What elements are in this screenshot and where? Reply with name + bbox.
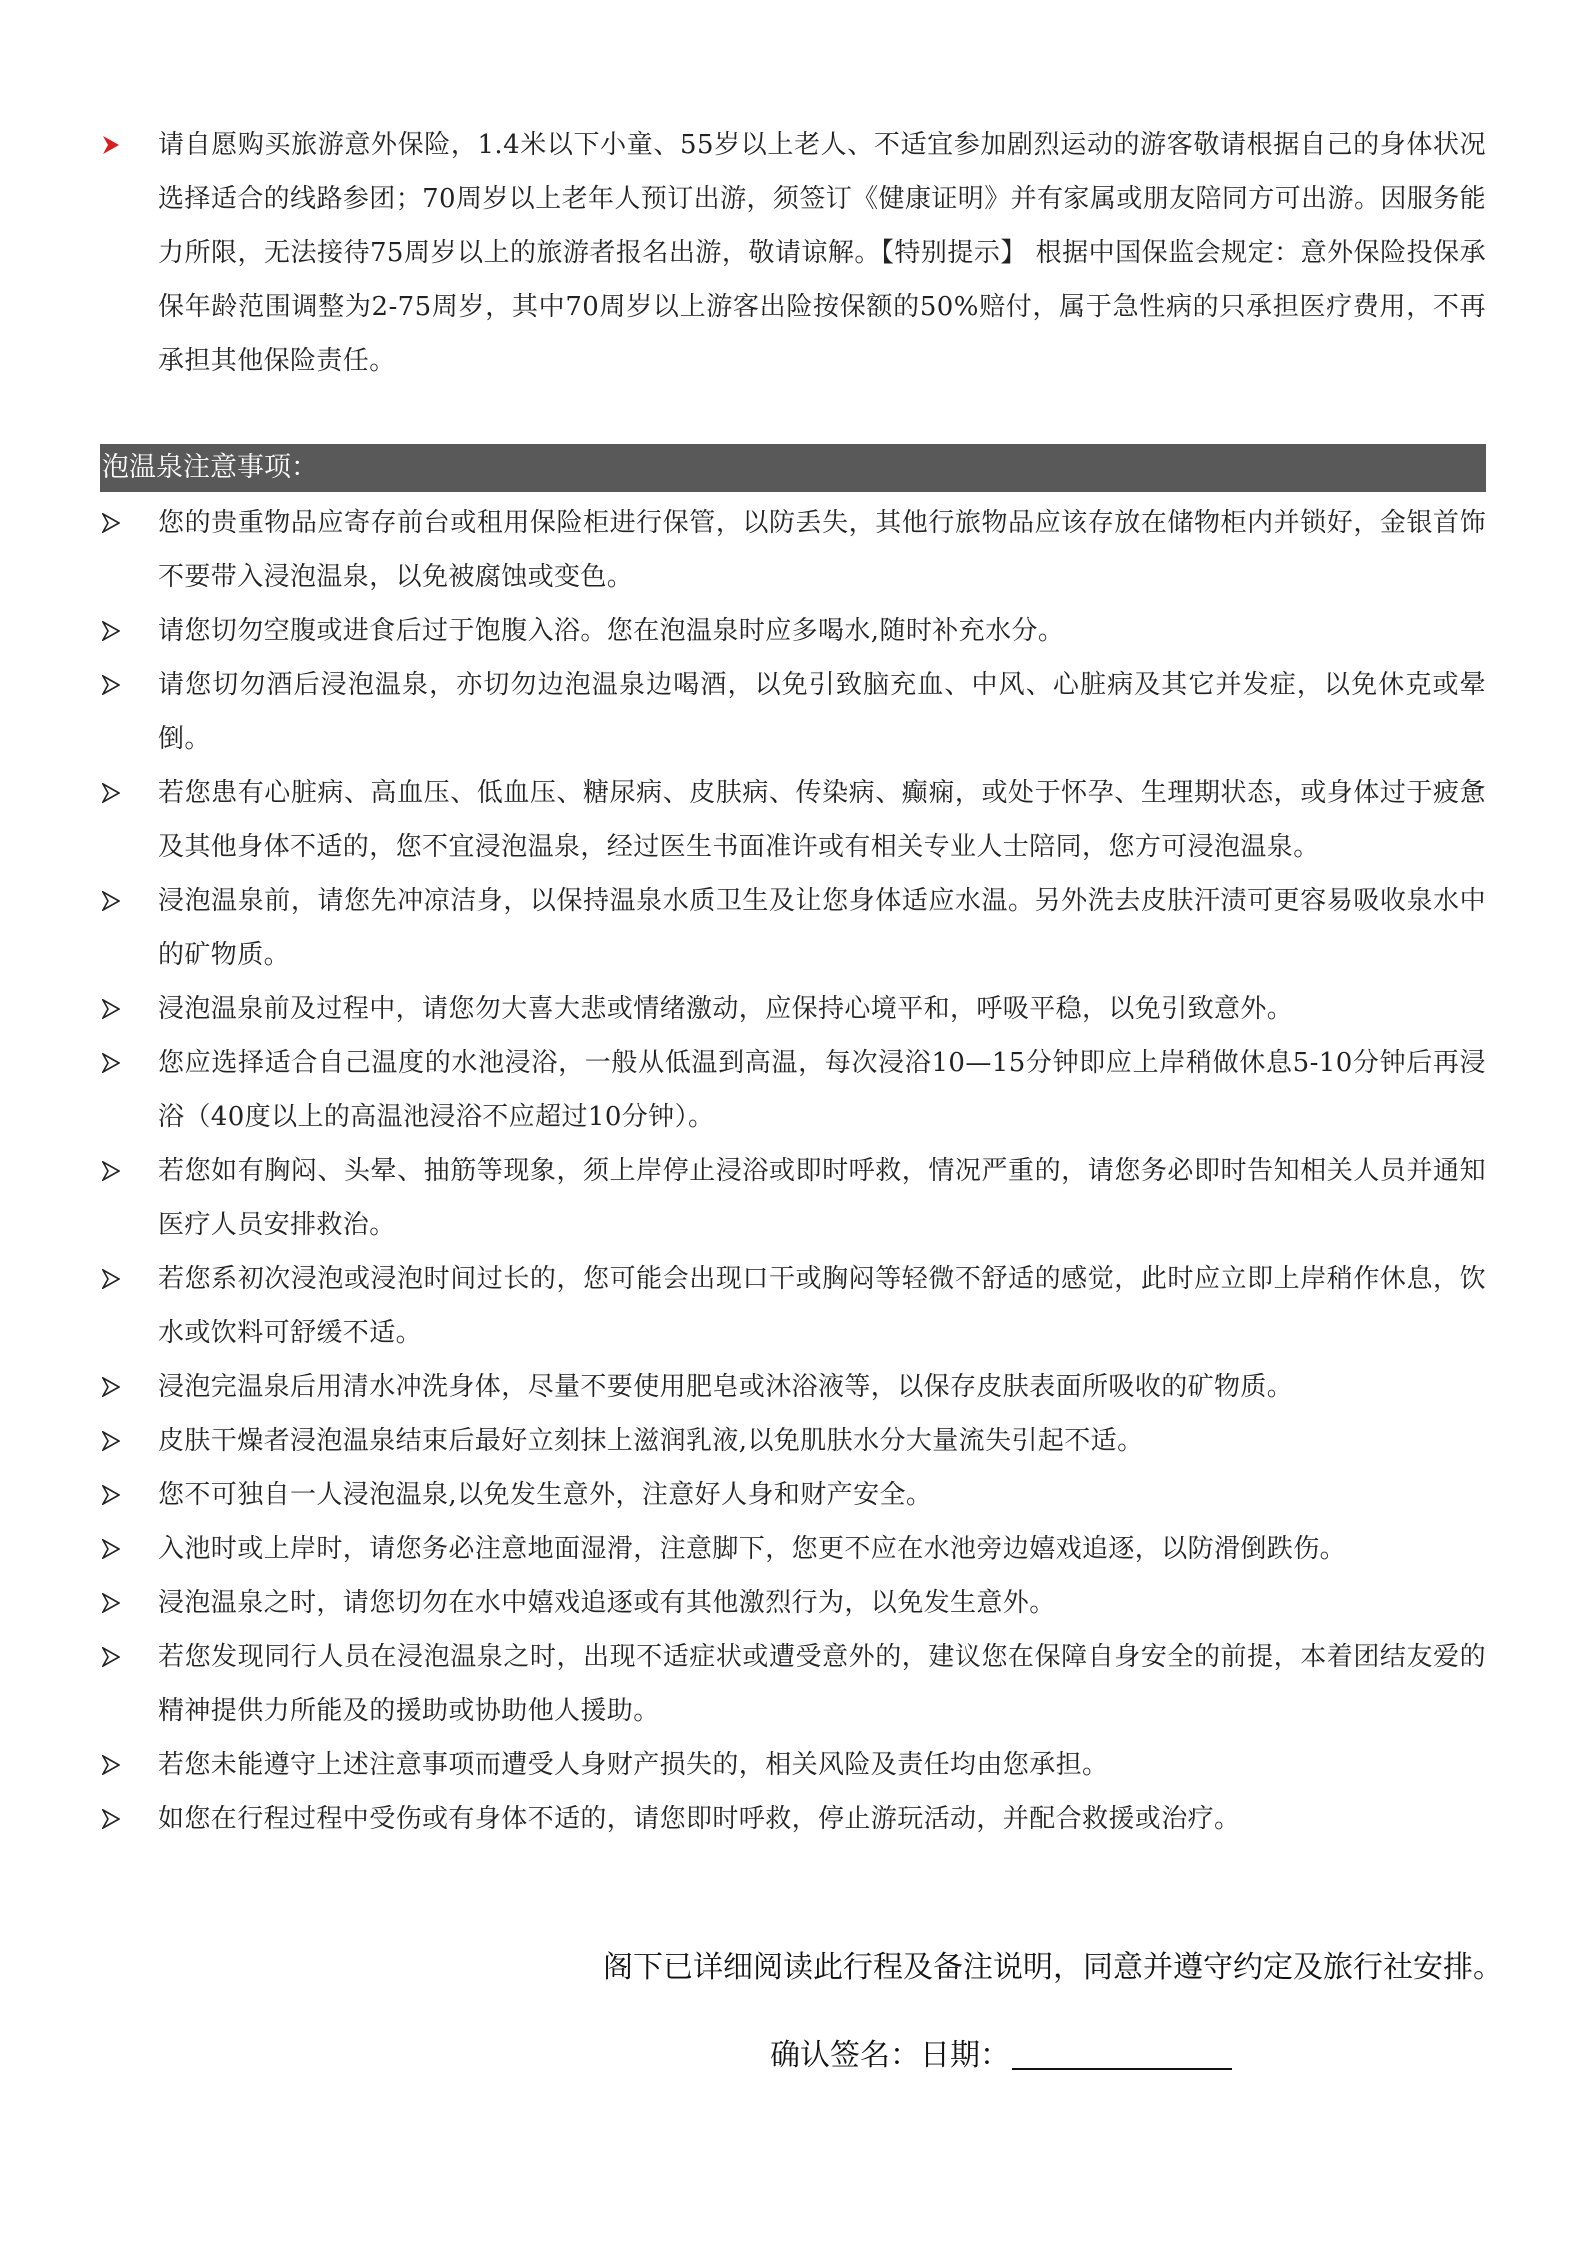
list-item-text: 若您发现同行人员在浸泡温泉之时，出现不适症状或遭受意外的，建议您在保障自身安全的前提，本着团结友爱的精神提供力所能及的援助或协助他人援助。 <box>158 1642 1486 1726</box>
list-item-text: 请您切勿空腹或进食后过于饱腹入浴。您在泡温泉时应多喝水,随时补充水分。 <box>158 616 1065 646</box>
list-item <box>100 1468 1486 1522</box>
arrow-bullet-icon <box>102 1468 130 1522</box>
list-item <box>100 982 1486 1036</box>
arrow-bullet-icon <box>102 118 130 172</box>
section-title: 泡温泉注意事项： <box>102 452 318 483</box>
list-item-text: 浸泡温泉之时，请您切勿在水中嬉戏追逐或有其他激烈行为，以免发生意外。 <box>158 1588 1056 1618</box>
list-item <box>100 1576 1486 1630</box>
list-item-text: 若您如有胸闷、头晕、抽筋等现象，须上岸停止浸浴或即时呼救，情况严重的，请您务必即时告知相关人员并通知医疗人员安排救治。 <box>158 1156 1486 1240</box>
arrow-bullet-icon <box>102 874 130 928</box>
list-item <box>100 1522 1486 1576</box>
arrow-bullet-icon <box>102 1630 130 1684</box>
list-item-text: 您的贵重物品应寄存前台或租用保险柜进行保管，以防丢失，其他行旅物品应该存放在储物柜内并锁好，金银首饰不要带入浸泡温泉，以免被腐蚀或变色。 <box>158 508 1486 592</box>
list-item <box>100 604 1486 658</box>
list-item <box>100 1792 1486 1846</box>
arrow-bullet-icon <box>102 1036 130 1090</box>
list-item-text: 入池时或上岸时，请您务必注意地面湿滑，注意脚下，您更不应在水池旁边嬉戏追逐，以防滑倒跌伤。 <box>158 1534 1347 1564</box>
list-item <box>100 766 1486 874</box>
list-item <box>100 1144 1486 1252</box>
list-item-text: 若您系初次浸泡或浸泡时间过长的，您可能会出现口干或胸闷等轻微不舒适的感觉，此时应立即上岸稍作休息，饮水或饮料可舒缓不适。 <box>158 1264 1486 1348</box>
arrow-bullet-icon <box>102 1522 130 1576</box>
list-item <box>100 1360 1486 1414</box>
list-item <box>100 874 1486 982</box>
insurance-notice-text: 请自愿购买旅游意外保险，1.4米以下小童、55岁以上老人、不适宜参加剧烈运动的游客敬请根据自己的身体状况选择适合的线路参团；70周岁以上老年人预订出游，须签订《健康证明》并有家属或朋友陪同方可出游。因服务能力所限，无法接待75周岁以上的旅游者报名出游，敬请谅解。【特别提示】 根据中国保监会规定：意外保险投保承保年龄范围调整为2-75周岁，其中70周岁以上游客出险按保额的50%赔付，属于急性病的只承担医疗费用，不再承担其他保险责任。 <box>158 130 1486 376</box>
list-item-text: 请您切勿酒后浸泡温泉，亦切勿边泡温泉边喝酒，以免引致脑充血、中风、心脏病及其它并发症，以免休克或晕倒。 <box>158 670 1486 754</box>
arrow-bullet-icon <box>102 496 130 550</box>
insurance-notice <box>100 118 1486 388</box>
arrow-bullet-icon <box>102 1360 130 1414</box>
list-item-text: 您应选择适合自己温度的水池浸浴，一般从低温到高温，每次浸浴10—15分钟即应上岸稍做休息5-10分钟后再浸浴（40度以上的高温池浸浴不应超过10分钟）。 <box>158 1048 1486 1132</box>
arrow-bullet-icon <box>102 1414 130 1468</box>
list-item-text: 浸泡温泉前，请您先冲凉洁身，以保持温泉水质卫生及让您身体适应水温。另外洗去皮肤汗渍可更容易吸收泉水中的矿物质。 <box>158 886 1486 970</box>
precaution-list <box>100 496 1486 1846</box>
confirmation-statement: 阁下已详细阅读此行程及备注说明，同意并遵守约定及旅行社安排。 <box>603 1950 1503 1985</box>
arrow-bullet-icon <box>102 604 130 658</box>
list-item <box>100 1036 1486 1144</box>
list-item <box>100 496 1486 604</box>
signature-date-line[interactable] <box>1012 2068 1232 2070</box>
list-item <box>100 1630 1486 1738</box>
list-item-text: 若您未能遵守上述注意事项而遭受人身财产损失的，相关风险及责任均由您承担。 <box>158 1750 1109 1780</box>
list-item-text: 浸泡温泉前及过程中，请您勿大喜大悲或情绪激动，应保持心境平和，呼吸平稳，以免引致意外。 <box>158 994 1294 1024</box>
list-item-text: 浸泡完温泉后用清水冲洗身体，尽量不要使用肥皂或沐浴液等，以保存皮肤表面所吸收的矿物质。 <box>158 1372 1294 1402</box>
arrow-bullet-icon <box>102 766 130 820</box>
list-item-text: 如您在行程过程中受伤或有身体不适的，请您即时呼救，停止游玩活动，并配合救援或治疗。 <box>158 1804 1241 1834</box>
arrow-bullet-icon <box>102 1738 130 1792</box>
arrow-bullet-icon <box>102 982 130 1036</box>
list-item <box>100 1414 1486 1468</box>
signature-label: 确认签名：日期： <box>770 2038 1010 2073</box>
list-item-text: 您不可独自一人浸泡温泉,以免发生意外，注意好人身和财产安全。 <box>158 1480 933 1510</box>
list-item-text: 若您患有心脏病、高血压、低血压、糖尿病、皮肤病、传染病、癫痫，或处于怀孕、生理期状态，或身体过于疲惫及其他身体不适的，您不宜浸泡温泉，经过医生书面准许或有相关专业人士陪同，您方可浸泡温泉。 <box>158 778 1486 862</box>
list-item-text: 皮肤干燥者浸泡温泉结束后最好立刻抹上滋润乳液,以免肌肤水分大量流失引起不适。 <box>158 1426 1144 1456</box>
list-item <box>100 1252 1486 1360</box>
arrow-bullet-icon <box>102 1792 130 1846</box>
signature-row <box>770 2030 1232 2074</box>
arrow-bullet-icon <box>102 1576 130 1630</box>
list-item <box>100 1738 1486 1792</box>
document-content <box>100 118 1486 1846</box>
arrow-bullet-icon <box>102 658 130 712</box>
arrow-bullet-icon <box>102 1252 130 1306</box>
section-header <box>100 444 1486 492</box>
list-item <box>100 658 1486 766</box>
arrow-bullet-icon <box>102 1144 130 1198</box>
